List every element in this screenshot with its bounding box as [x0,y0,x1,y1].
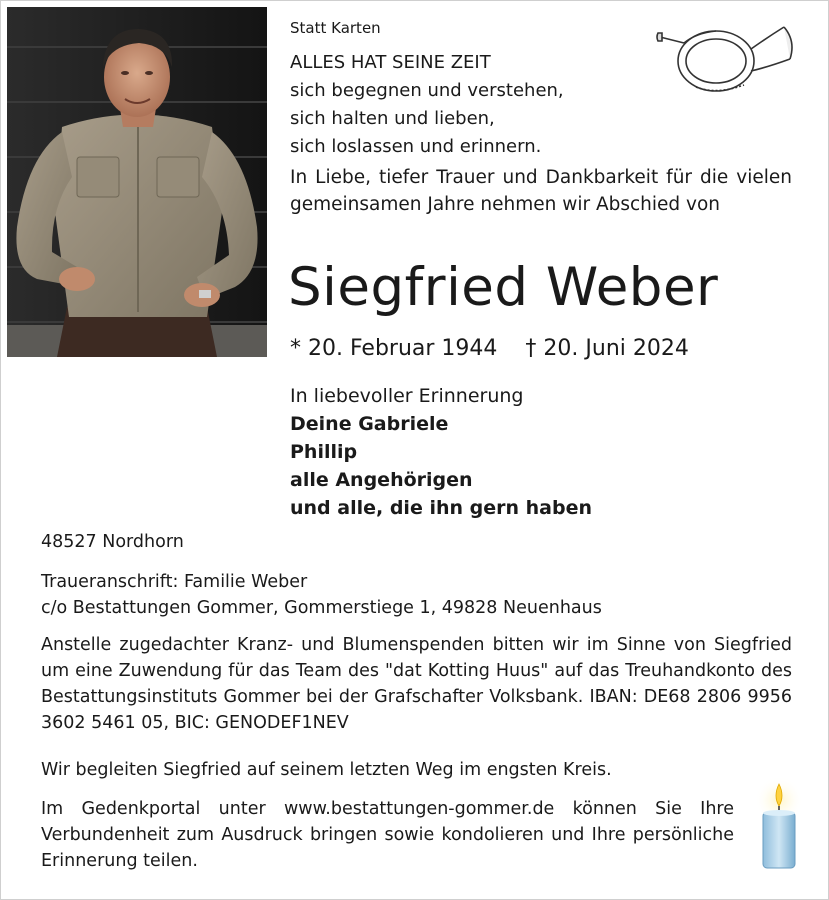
mourner-name: alle Angehörigen [290,469,473,491]
poem [290,49,564,161]
mourners-intro: In liebevoller Erinnerung [290,385,524,407]
deceased-name: Siegfried Weber [288,257,719,318]
birth-date: * 20. Februar 1944 [290,336,498,361]
intro-text: In Liebe, tiefer Trauer und Dankbarkeit für die vielen gemeinsamen Jahre nehmen wir Abschied von [290,167,792,215]
address-line: Traueranschrift: Familie Weber [41,572,308,592]
memorial-portal-text: Im Gedenkportal unter www.bestattungen-gommer.de können Sie Ihre Verbundenheit zum Ausdruck bringen sowie kondolieren und Ihre persönliche Erinnerung teilen. [41,799,734,871]
statt-karten-note: Statt Karten [290,19,381,37]
farewell-text: Wir begleiten Siegfried auf seinem letzten Weg im engsten Kreis. [41,760,612,780]
mourners-block [290,382,592,522]
life-dates [290,336,689,361]
portrait-photo [7,7,267,357]
city-line: 48527 Nordhorn [41,532,184,552]
address-line: c/o Bestattungen Gommer, Gommerstiege 1, 49828 Neuenhaus [41,598,602,618]
death-date: † 20. Juni 2024 [525,336,689,361]
candle-icon [753,776,805,875]
mourner-name: und alle, die ihn gern haben [290,497,592,519]
mourner-name: Deine Gabriele [290,413,449,435]
poem-line: ALLES HAT SEINE ZEIT [290,52,491,73]
mourner-name: Phillip [290,441,358,463]
poem-line: sich begegnen und verstehen, [290,80,564,101]
donation-text: Anstelle zugedachter Kranz- und Blumenspenden bitten wir im Sinne von Siegfried um eine Zuwendung für das Team des "dat Kotting Huus" auf das Treuhandkonto des Bestattungsinstituts Gommer bei der Grafschafter Volksbank. IBAN: DE68 2806 9956 3602 5461 05, BIC: GENODEF1NEV [41,635,792,733]
funeral-address [41,569,792,621]
poem-line: sich loslassen und erinnern. [290,136,542,157]
hunting-horn-icon [656,19,796,103]
poem-line: sich halten und lieben, [290,108,495,129]
